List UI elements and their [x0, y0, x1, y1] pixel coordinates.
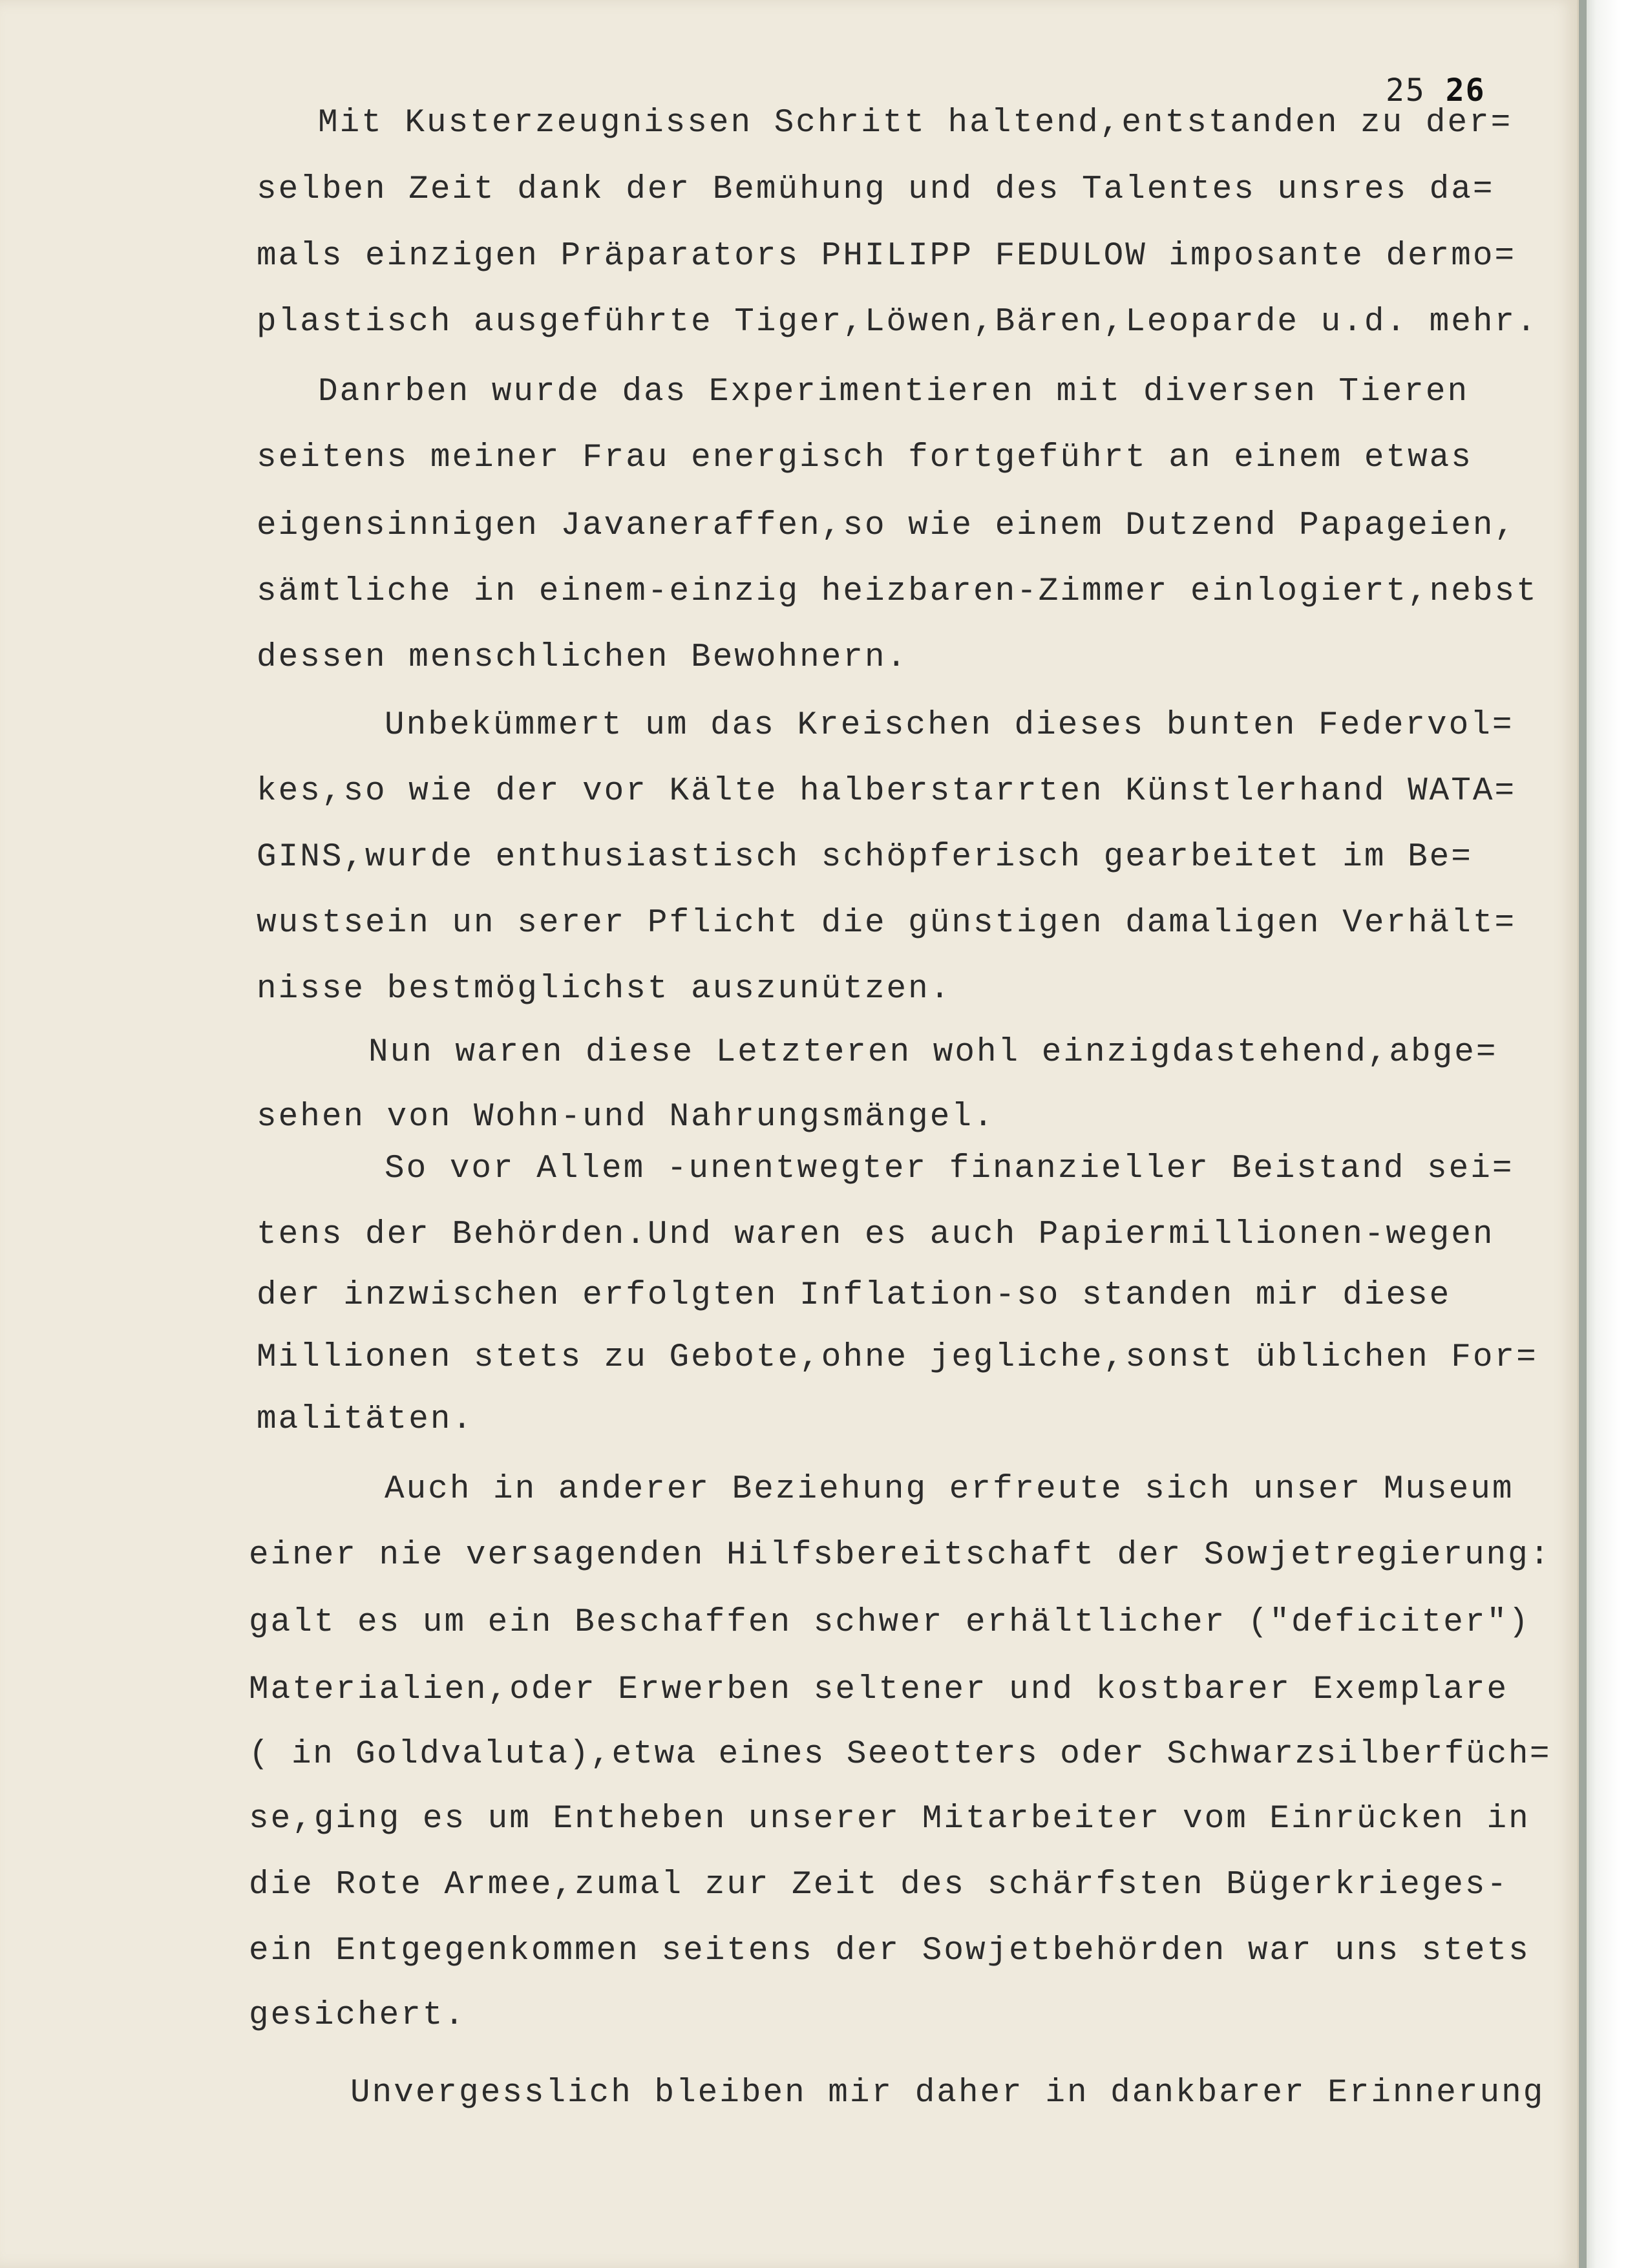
- text-line: selben Zeit dank der Bemühung und des Talentes unsres da=: [257, 171, 1495, 208]
- text-line: dessen menschlichen Bewohnern.: [257, 639, 909, 676]
- text-line: Millionen stets zu Gebote,ohne jegliche,sonst üblichen For=: [257, 1339, 1538, 1376]
- text-line: eigensinnigen Javaneraffen,so wie einem Dutzend Papageien,: [257, 507, 1517, 544]
- text-line: Unvergesslich bleiben mir daher in dankbarer Erinnerung: [350, 2075, 1545, 2112]
- text-line: sämtliche in einem-einzig heizbaren-Zimmer einlogiert,nebst: [257, 573, 1538, 610]
- text-line: nisse bestmöglichst auszunützen.: [257, 971, 952, 1008]
- text-line: Danrben wurde das Experimentieren mit diversen Tieren: [318, 374, 1470, 410]
- text-line: galt es um ein Beschaffen schwer erhältlicher ("deficiter"): [249, 1604, 1530, 1641]
- text-line: ( in Goldvaluta),etwa eines Seeotters oder Schwarzsilberfüch=: [249, 1736, 1551, 1773]
- text-line: Materialien,oder Erwerben seltener und kostbarer Exemplare: [249, 1671, 1509, 1708]
- text-line: wustsein un serer Pflicht die günstigen damaligen Verhält=: [257, 905, 1517, 942]
- sheet-edge-shadow: [1579, 0, 1587, 2268]
- text-line: die Rote Armee,zumal zur Zeit des schärfsten Bügerkrieges-: [249, 1867, 1509, 1903]
- page-number-value: 25: [1386, 72, 1426, 109]
- text-line: seitens meiner Frau energisch fortgeführt an einem etwas: [257, 440, 1473, 476]
- text-line: GINS,wurde enthusiastisch schöpferisch gearbeitet im Be=: [257, 839, 1473, 876]
- text-line: plastisch ausgeführte Tiger,Löwen,Bären,Leoparde u.d. mehr.: [257, 304, 1538, 341]
- page-number: [1386, 72, 1486, 109]
- text-line: Mit Kusterzeugnissen Schritt haltend,entstanden zu der=: [318, 105, 1513, 142]
- text-line: mals einzigen Präparators PHILIPP FEDULOW imposante dermo=: [257, 238, 1517, 275]
- text-line: Nun waren diese Letzteren wohl einzigdastehend,abge=: [368, 1034, 1498, 1071]
- text-line: Auch in anderer Beziehung erfreute sich unser Museum: [385, 1471, 1514, 1508]
- text-line: Unbekümmert um das Kreischen dieses bunten Federvol=: [385, 707, 1514, 744]
- text-line: der inzwischen erfolgten Inflation-so standen mir diese: [257, 1277, 1452, 1314]
- text-line: se,ging es um Entheben unserer Mitarbeiter vom Einrücken in: [249, 1801, 1530, 1838]
- text-line: sehen von Wohn-und Nahrungsmängel.: [257, 1099, 995, 1136]
- text-line: ein Entgegenkommen seitens der Sowjetbehörden war uns stets: [249, 1933, 1530, 1969]
- page-number-overstrike: 26: [1445, 72, 1486, 109]
- text-line: gesichert.: [249, 1997, 467, 2034]
- text-line: So vor Allem -unentwegter finanzieller Beistand sei=: [385, 1150, 1514, 1187]
- scan-background: [1579, 0, 1648, 2268]
- text-line: kes,so wie der vor Kälte halberstarrten Künstlerhand WATA=: [257, 773, 1517, 810]
- text-line: malitäten.: [257, 1401, 474, 1438]
- text-line: einer nie versagenden Hilfsbereitschaft der Sowjetregierung:: [249, 1537, 1552, 1574]
- text-line: tens der Behörden.Und waren es auch Papiermillionen-wegen: [257, 1216, 1495, 1253]
